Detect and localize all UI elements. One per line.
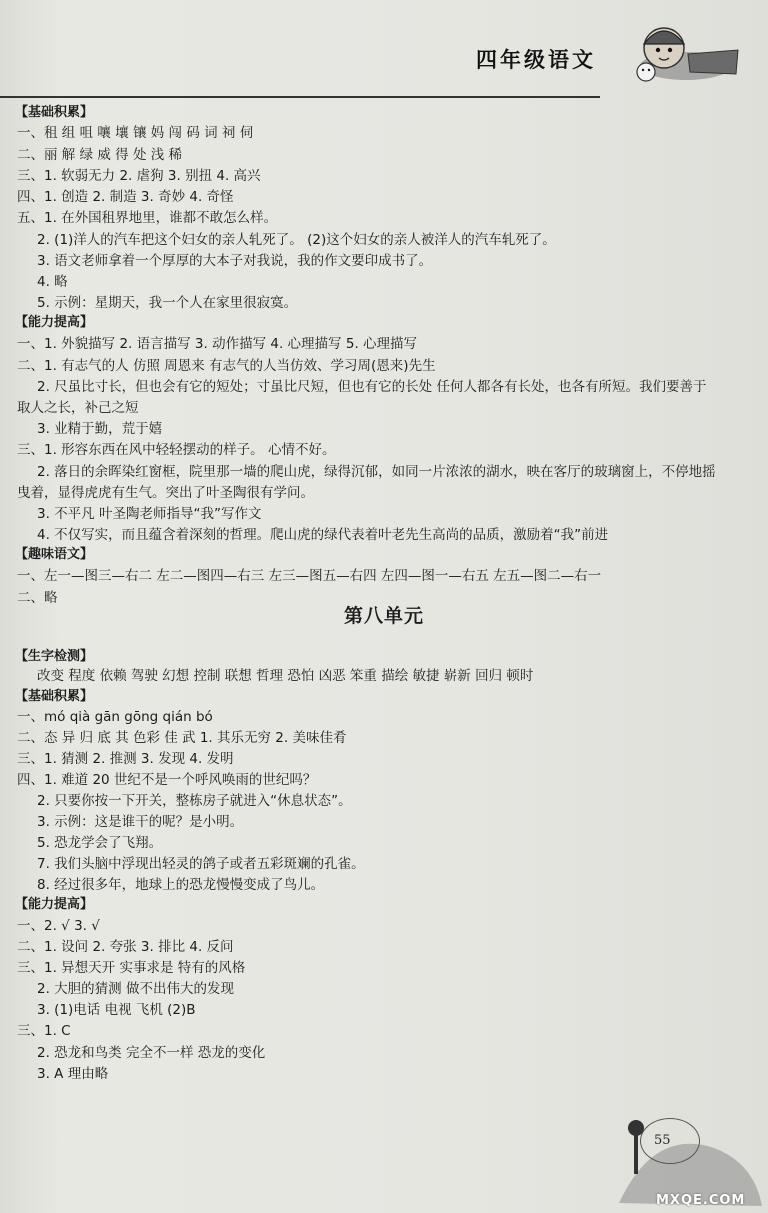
answer-line: 二、略 — [17, 590, 58, 606]
answer-line: 3. 语文老师拿着一个厚厚的大本子对我说，我的作文要印成书了。 — [37, 253, 433, 269]
answer-line: 2. (1)洋人的汽车把这个妇女的亲人轧死了。 (2)这个妇女的亲人被洋人的汽车轧死了。 — [37, 232, 556, 248]
answer-line: 3. 示例：这是谁干的呢？是小明。 — [37, 814, 244, 830]
answer-line: 三、1. C — [17, 1023, 71, 1039]
answer-line: 5. 示例：星期天，我一个人在家里很寂寞。 — [37, 295, 298, 311]
answer-line: 3. A 理由略 — [37, 1066, 109, 1082]
answer-line: 5. 恐龙学会了飞翔。 — [37, 835, 163, 851]
answer-line: 四、1. 创造 2. 制造 3. 奇妙 4. 奇怪 — [17, 189, 234, 205]
answer-line: 五、1. 在外国租界地里，谁都不敢怎么样。 — [17, 210, 278, 226]
answer-line: 2. 只要你按一下开关，整栋房子就进入“休息状态”。 — [37, 793, 352, 809]
answer-line: 2. 大胆的猜测 做不出伟大的发现 — [37, 981, 234, 997]
answer-line: 一、mó qià gān gōng qián bó — [17, 709, 213, 725]
answer-line: 一、1. 外貌描写 2. 语言描写 3. 动作描写 4. 心理描写 5. 心理描写 — [17, 336, 418, 352]
answer-line: 一、租 组 咀 嚷 壤 镶 妈 闯 码 词 祠 伺 — [17, 125, 254, 141]
answer-line: 三、1. 软弱无力 2. 虐狗 3. 别扭 4. 高兴 — [17, 168, 261, 184]
answer-line: 8. 经过很多年，地球上的恐龙慢慢变成了鸟儿。 — [37, 877, 325, 893]
header-title: 四年级语文 — [476, 47, 596, 72]
answer-line: 4. 不仅写实，而且蕴含着深刻的哲理。爬山虎的绿代表着叶老先生高尚的品质，激励着“我”前进 — [37, 527, 609, 543]
answer-line: 二、态 异 归 底 其 色彩 佳 武 1. 其乐无穷 2. 美味佳肴 — [17, 730, 347, 746]
answer-line: 二、1. 设问 2. 夸张 3. 排比 4. 反问 — [17, 939, 234, 955]
answer-line: 7. 我们头脑中浮现出轻灵的鸽子或者五彩斑斓的孔雀。 — [37, 856, 365, 872]
unit-title: 第八单元 — [343, 605, 424, 627]
section-heading: 【基础积累】 — [15, 105, 94, 120]
section-heading: 【基础积累】 — [15, 689, 94, 704]
answer-line: 2. 落日的余晖染红窗框，院里那一墙的爬山虎，绿得沉郁，如同一片浓浓的湖水，映在客厅的玻璃窗上，不停地摇 — [37, 464, 716, 480]
header-divider — [0, 96, 600, 98]
answer-line: 三、1. 形容东西在风中轻轻摆动的样子。 心情不好。 — [17, 442, 336, 458]
answer-line: 取人之长，补己之短 — [17, 400, 139, 416]
answer-line: 二、1. 有志气的人 仿照 周恩来 有志气的人当仿效、学习周(恩来)先生 — [17, 358, 436, 374]
answer-line: 三、1. 异想天开 实事求是 特有的风格 — [17, 960, 246, 976]
page-number: 55 — [654, 1133, 671, 1148]
answer-line: 3. 业精于勤，荒于嬉 — [37, 421, 163, 437]
answer-line: 曳着，显得虎虎有生气。突出了叶圣陶很有学问。 — [17, 485, 314, 501]
answer-line: 二、丽 解 绿 威 得 处 浅 稀 — [17, 147, 183, 163]
mascot-illustration — [626, 14, 746, 94]
answer-line: 一、左一—图三—右二 左二—图四—右三 左三—图五—右四 左四—图一—右五 左五—图二—右一 — [17, 568, 602, 584]
section-heading: 【趣味语文】 — [15, 547, 94, 562]
answer-line: 一、2. √ 3. √ — [17, 918, 100, 934]
section-heading: 【能力提高】 — [15, 897, 94, 912]
answer-line: 4. 略 — [37, 274, 68, 290]
answer-line: 改变 程度 依赖 驾驶 幻想 控制 联想 哲理 恐怕 凶恶 笨重 描绘 敏捷 崭新 回归 顿时 — [37, 668, 534, 684]
watermark-text: MXQE.COM — [656, 1193, 746, 1208]
answer-line: 2. 恐龙和鸟类 完全不一样 恐龙的变化 — [37, 1045, 266, 1061]
section-heading: 【生字检测】 — [15, 649, 94, 664]
answer-line: 三、1. 猜测 2. 推测 3. 发现 4. 发明 — [17, 751, 234, 767]
section-heading: 【能力提高】 — [15, 315, 94, 330]
answer-line: 2. 尺虽比寸长，但也会有它的短处；寸虽比尺短，但也有它的长处 任何人都各有长处，也各有所短。我们要善于 — [37, 379, 707, 395]
answer-line: 3. (1)电话 电视 飞机 (2)B — [37, 1002, 196, 1018]
answer-line: 四、1. 难道 20 世纪不是一个呼风唤雨的世纪吗？ — [17, 772, 317, 788]
answer-line: 3. 不平凡 叶圣陶老师指导“我”写作文 — [37, 506, 262, 522]
